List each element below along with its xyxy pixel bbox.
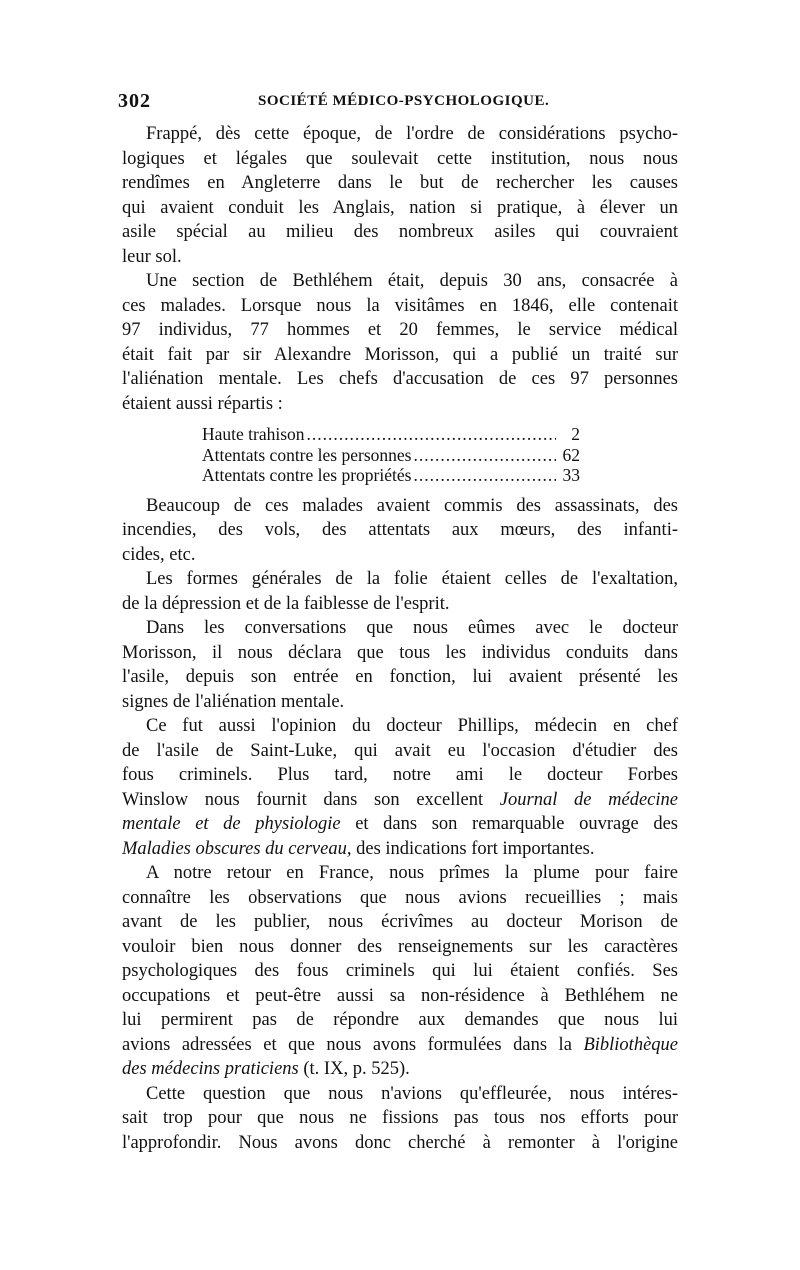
- book-title: Maladies obscures du cerveau,: [122, 838, 352, 859]
- text-line: Beaucoup de ces malades avaient commis des assassinats, des: [146, 495, 678, 516]
- text-line: Frappé, dès cette époque, de l'ordre de considérations psycho-: [146, 124, 678, 144]
- publication-title-cont: des médecins praticiens: [122, 1059, 299, 1079]
- body-text: [122, 122, 678, 1155]
- table-row-label: Attentats contre les propriétés: [202, 465, 412, 485]
- text-line: était fait par sir Alexandre Morisson, qui a publié un traité sur: [122, 344, 678, 365]
- running-title: SOCIÉTÉ MÉDICO-PSYCHOLOGIQUE.: [258, 93, 550, 109]
- text-span: avions adressées et que nous avons formulées dans la: [122, 1034, 584, 1055]
- text-line: étaient aussi répartis :: [122, 393, 283, 414]
- text-line: [122, 1033, 678, 1058]
- text-line: occupations et peut-être aussi sa non-résidence à Bethléhem ne: [122, 985, 678, 1006]
- text-line: logiques et légales que soulevait cette institution, nous nous: [122, 148, 678, 169]
- table-row: [202, 424, 580, 445]
- text-line: rendîmes en Angleterre dans le but de rechercher les causes: [122, 173, 678, 193]
- text-line: [122, 812, 678, 837]
- text-line: l'approfondir. Nous avons donc cherché à remonter à l'origine: [122, 1132, 678, 1153]
- text-line: Dans les conversations que nous eûmes avec le docteur: [146, 618, 678, 638]
- table-row: [202, 445, 580, 466]
- text-line: ces malades. Lorsque nous la visitâmes en 1846, elle contenait: [122, 295, 678, 316]
- text-line: [122, 1057, 678, 1082]
- publication-title: Bibliothèque: [583, 1034, 678, 1055]
- text-line: vouloir bien nous donner des renseignements sur les caractères: [122, 936, 678, 957]
- dot-leader: [307, 424, 556, 445]
- text-line: Cette question que nous n'avions qu'effleurée, nous intéres-: [146, 1083, 678, 1104]
- text-line: de l'asile de Saint-Luke, qui avait eu l'occasion d'étudier des: [122, 740, 678, 761]
- text-line: Une section de Bethléhem était, depuis 30 ans, consacrée à: [146, 271, 678, 291]
- page-number: 302: [118, 90, 151, 112]
- dot-leader: [413, 465, 556, 486]
- table-row-value: 33: [562, 465, 580, 485]
- text-line: 97 individus, 77 hommes et 20 femmes, le service médical: [122, 320, 678, 340]
- text-line: [122, 837, 678, 862]
- text-line: Les formes générales de la folie étaient celles de l'exaltation,: [146, 569, 678, 589]
- text-line: lui permirent pas de répondre aux demandes que nous lui: [122, 1010, 678, 1030]
- text-span: et dans son remarquable ouvrage des: [340, 814, 678, 834]
- text-line: incendies, des vols, des attentats aux mœurs, des infanti-: [122, 520, 678, 540]
- text-line: A notre retour en France, nous prîmes la plume pour faire: [146, 863, 678, 883]
- text-line: signes de l'aliénation mentale.: [122, 691, 345, 712]
- table-row-value: 2: [571, 424, 580, 444]
- text-line: connaître les observations que nous avions recueillies ; mais: [122, 887, 678, 908]
- text-line: qui avaient conduit les Anglais, nation si pratique, à élever un: [122, 197, 678, 218]
- text-line: [122, 788, 678, 813]
- text-line: Morisson, il nous déclara que tous les individus conduits dans: [122, 642, 678, 663]
- text-line: asile spécial au milieu des nombreux asiles qui couvraient: [122, 222, 678, 242]
- text-line: l'aliénation mentale. Les chefs d'accusation de ces 97 personnes: [122, 369, 678, 389]
- text-line: Ce fut aussi l'opinion du docteur Phillips, médecin en chef: [146, 716, 678, 736]
- journal-title-cont: mentale et de physiologie: [122, 814, 341, 834]
- text-line: leur sol.: [122, 246, 182, 267]
- journal-title: Journal de médecine: [499, 789, 678, 810]
- text-line: fous criminels. Plus tard, notre ami le docteur Forbes: [122, 765, 678, 785]
- text-line: cides, etc.: [122, 544, 196, 565]
- page-header: [118, 90, 683, 114]
- text-line: avant de les publier, nous écrivîmes au docteur Morison de: [122, 912, 678, 932]
- text-span: Winslow nous fournit dans son excellent: [122, 789, 500, 810]
- table-row: [202, 465, 580, 486]
- dot-leader: [413, 445, 556, 466]
- text-line: sait trop pour que nous ne fissions pas tous nos efforts pour: [122, 1108, 678, 1128]
- table-row-label: Attentats contre les personnes: [202, 444, 412, 465]
- text-span: des indications fort importantes.: [351, 838, 595, 859]
- text-span: (t. IX, p. 525).: [298, 1059, 410, 1079]
- text-line: de la dépression et de la faiblesse de l'esprit.: [122, 593, 450, 614]
- table-row-label: Haute trahison: [202, 424, 305, 444]
- table-row-value: 62: [562, 444, 580, 465]
- text-line: psychologiques des fous criminels qui lui étaient confiés. Ses: [122, 961, 678, 981]
- accusation-table: [122, 424, 580, 486]
- text-line: l'asile, depuis son entrée en fonction, lui avaient présenté les: [122, 667, 678, 687]
